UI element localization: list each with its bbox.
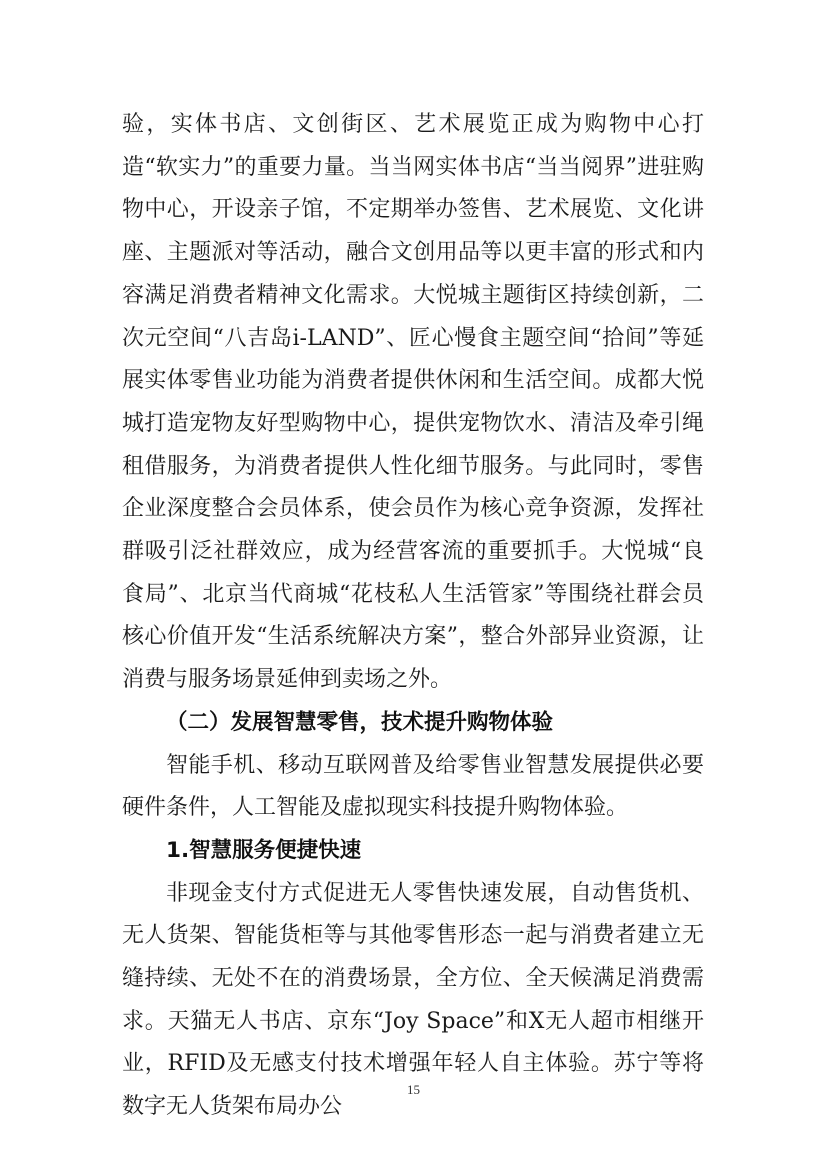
page-number: 15 [407,1082,420,1097]
body-paragraph-3: 非现金支付方式促进无人零售快速发展，自动售货机、无人货架、智能货柜等与其他零售形态一起与消费者建立无缝持续、无处不在的消费场景，全方位、全天候满足消费需求。天猫无人书店、京东“Joy Space”和X无人超市相继开业，RFID及无感支付技术增强年轻人自主体验。苏宁等将数字无人货架布局办公 [122,880,704,1120]
page-content [122,104,704,1129]
subsection-heading-1: 1.智慧服务便捷快速 [166,837,362,863]
body-paragraph-1: 验，实体书店、文创街区、艺术展览正成为购物中心打造“软实力”的重要力量。当当网实体书店“当当阅界”进驻购物中心，开设亲子馆，不定期举办签售、艺术展览、文化讲座、主题派对等活动，融合文创用品等以更丰富的形式和内容满足消费者精神文化需求。大悦城主题街区持续创新，二次元空间“八吉岛i-LAND”、匠心慢食主题空间“拾间”等延展实体零售业功能为消费者提供休闲和生活空间。成都大悦城打造宠物友好型购物中心，提供宠物饮水、清洁及牵引绳租借服务，为消费者提供人性化细节服务。与此同时，零售企业深度整合会员体系，使会员作为核心竞争资源，发挥社群吸引泛社群效应，成为经营客流的重要抓手。大悦城“良食局”、北京当代商城“花枝私人生活管家”等围绕社群会员核心价值开发“生活系统解决方案”，整合外部异业资源，让消费与服务场景延伸到卖场之外。 [122,112,704,693]
section-heading-2: （二）发展智慧零售，技术提升购物体验 [166,709,554,735]
body-paragraph-2: 智能手机、移动互联网普及给零售业智慧发展提供必要硬件条件，人工智能及虚拟现实科技提升购物体验。 [122,752,704,821]
